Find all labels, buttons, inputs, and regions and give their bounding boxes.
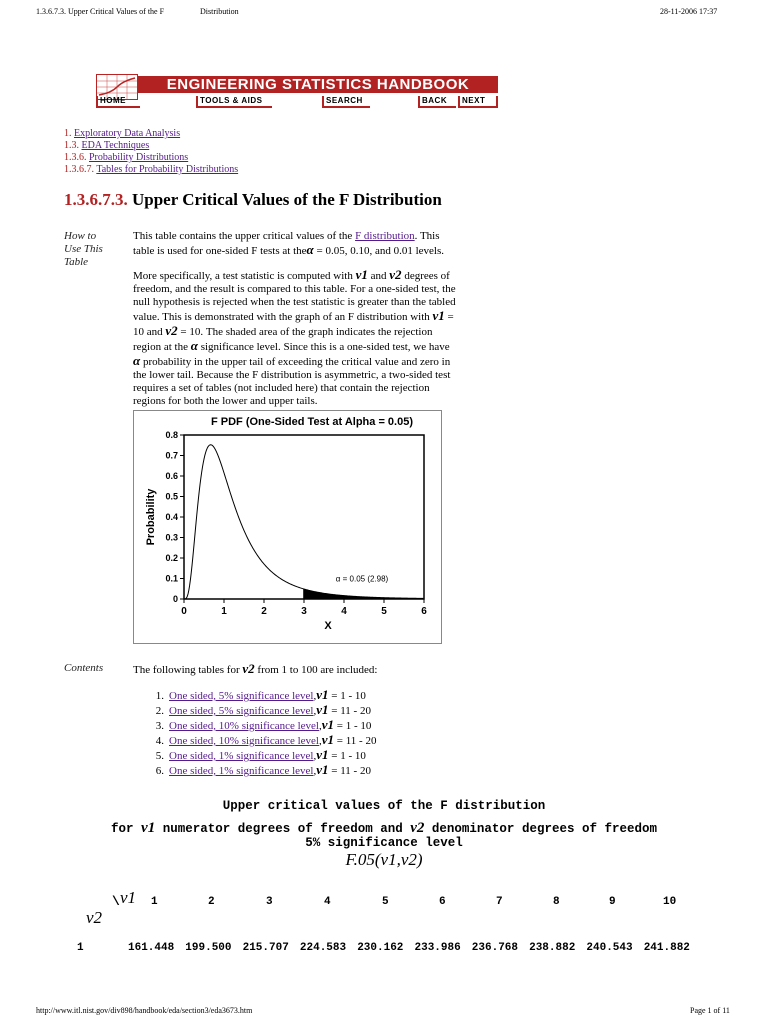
section-title: Upper Critical Values of the F Distribution xyxy=(132,190,442,209)
x-tick-label: 0 xyxy=(181,606,187,617)
column-header: 8 xyxy=(553,896,560,908)
explanation-line xyxy=(133,369,513,382)
column-header: 7 xyxy=(496,896,503,908)
nu2-symbol: ν2 xyxy=(242,661,255,676)
list-number: 5. xyxy=(155,750,164,762)
breadcrumb-link-eda[interactable]: Exploratory Data Analysis xyxy=(74,128,181,139)
list-number: 1. xyxy=(155,690,164,702)
print-footer-page: Page 1 of 11 xyxy=(690,1006,730,1015)
table-link[interactable]: One sided, 10% significance level xyxy=(169,735,319,747)
side-label-line: Table xyxy=(64,256,89,268)
text: denominator degrees of freedom xyxy=(424,822,657,836)
column-header: 4 xyxy=(324,896,331,908)
y-tick-label: 0.3 xyxy=(165,532,178,543)
range-text: = 11 - 20 xyxy=(328,765,371,777)
nu1-symbol: ν1 xyxy=(316,762,329,777)
nu1-symbol: ν1 xyxy=(321,717,335,732)
nu1-symbol: ν1 xyxy=(321,732,335,747)
breadcrumb-link-techniques[interactable]: EDA Techniques xyxy=(81,140,150,151)
y-tick-label: 0.1 xyxy=(165,573,178,584)
intro-line-1 xyxy=(133,230,513,243)
x-tick-label: 1 xyxy=(221,606,227,617)
explanation-line xyxy=(133,309,513,324)
range-text: = 1 - 10 xyxy=(328,750,366,762)
list-item: 2. One sided, 5% significance level,ν1 = 11 - 20 xyxy=(144,703,376,718)
explanation-paragraph xyxy=(133,268,513,408)
breadcrumb-number: 1.3.6.7. xyxy=(64,164,94,175)
text: value. This is demonstrated with the graph of an F distribution with xyxy=(133,311,433,323)
table-cell: 236.768 xyxy=(471,942,519,954)
corner-nu2: ν2 xyxy=(86,908,103,927)
text: . This xyxy=(414,230,440,242)
text: = 10. The shaded area of the graph indicates the rejection xyxy=(177,326,433,338)
explanation-line xyxy=(133,354,513,369)
table-cell: 215.707 xyxy=(242,942,289,954)
table-link[interactable]: One sided, 1% significance level xyxy=(169,765,314,777)
text: null hypothesis is rejected when the test statistic is greater than the tabled xyxy=(133,296,456,308)
column-header: 1 xyxy=(151,896,158,908)
intro-line-2 xyxy=(133,243,513,258)
table-cell: 230.162 xyxy=(357,942,404,954)
explanation-line xyxy=(133,268,513,283)
rejection-region xyxy=(303,589,424,599)
range-text: = 11 - 20 xyxy=(334,735,377,747)
x-tick-label: 6 xyxy=(421,606,427,617)
greek-symbol: α xyxy=(133,353,141,368)
explanation-line xyxy=(133,296,513,309)
contents-label: Contents xyxy=(64,662,104,674)
column-header: 10 xyxy=(663,896,677,908)
corner-nu1: ν1 xyxy=(120,888,137,907)
text: = xyxy=(444,311,454,323)
breadcrumb-number: 1.3. xyxy=(64,140,79,151)
y-tick-label: 0.8 xyxy=(165,430,178,440)
print-header-subtitle: Distribution xyxy=(200,7,239,16)
table-cell: 241.882 xyxy=(643,942,690,954)
y-axis-label: Probability xyxy=(145,488,157,546)
alpha-symbol: α xyxy=(306,242,314,257)
search-button[interactable]: SEARCH xyxy=(322,96,370,108)
next-button[interactable]: NEXT xyxy=(458,96,498,108)
row-label: 1 xyxy=(77,942,84,954)
f-pdf-chart xyxy=(134,411,441,643)
corner-backslash: \ xyxy=(112,894,120,909)
side-label-line: How to xyxy=(64,230,97,242)
text: degrees of xyxy=(401,270,450,282)
text: The following tables for xyxy=(133,664,243,676)
column-header: 9 xyxy=(609,896,616,908)
nu2-symbol: ν2 xyxy=(410,820,425,836)
contents-list xyxy=(144,688,376,778)
y-tick-label: 0.6 xyxy=(165,471,178,481)
list-number: 2. xyxy=(155,705,164,717)
breadcrumb-number: 1. xyxy=(64,128,72,139)
table-link[interactable]: One sided, 10% significance level xyxy=(169,720,319,732)
explanation-line xyxy=(133,382,513,395)
breadcrumb-3 xyxy=(64,152,188,164)
breadcrumb-2 xyxy=(64,140,149,152)
text: the lower tail. Because the F distribution is asymmetric, a two-sided test xyxy=(133,369,451,381)
explanation-line xyxy=(133,339,513,354)
text: = 0.05, 0.10, and 0.01 levels. xyxy=(313,245,444,257)
greek-symbol: ν2 xyxy=(389,267,402,282)
x-tick-label: 3 xyxy=(301,606,307,617)
handbook-title: ENGINEERING STATISTICS HANDBOOK xyxy=(138,76,498,93)
text: More specifically, a test statistic is computed with xyxy=(133,270,356,282)
y-tick-label: 0 xyxy=(172,594,178,604)
table-heading: Upper critical values of the F distribution xyxy=(222,799,546,813)
back-button[interactable]: BACK xyxy=(418,96,456,108)
table-link[interactable]: One sided, 1% significance level xyxy=(169,750,314,762)
breadcrumb-1 xyxy=(64,128,180,140)
table-subheading xyxy=(0,820,768,837)
chart-title: F PDF (One-Sided Test at Alpha = 0.05) xyxy=(210,416,414,428)
print-header-title: 1.3.6.7.3. Upper Critical Values of the F xyxy=(36,7,165,16)
column-header: 6 xyxy=(439,896,446,908)
range-text: = 1 - 10 xyxy=(328,690,366,702)
table-cell: 238.882 xyxy=(529,942,576,954)
page-title xyxy=(64,190,442,210)
breadcrumb-4 xyxy=(64,164,238,176)
text: This table contains the upper critical values of the xyxy=(133,230,353,242)
nu1-symbol: ν1 xyxy=(141,820,156,836)
text: requires a set of tables (not included here) that contain the rejection xyxy=(133,382,430,394)
column-header: 5 xyxy=(382,896,389,908)
f-distribution-link[interactable]: F distribution xyxy=(355,230,415,242)
text: significance level. Since this is a one-sided test, we have xyxy=(197,341,450,353)
table-cell: 199.500 xyxy=(185,942,232,954)
greek-symbol: ν2 xyxy=(165,323,178,338)
explanation-line xyxy=(133,324,513,339)
tools-aids-button[interactable]: TOOLS & AIDS xyxy=(196,96,272,108)
print-footer-url: http://www.itl.nist.gov/div898/handbook/eda/section3/eda3673.htm xyxy=(36,1006,253,1015)
list-number: 4. xyxy=(155,735,164,747)
breadcrumb-link-tables[interactable]: Tables for Probability Distributions xyxy=(96,164,239,175)
section-number: 1.3.6.7.3. xyxy=(64,190,128,209)
intro-paragraph xyxy=(133,230,513,258)
table-cell: 233.986 xyxy=(414,942,461,954)
x-axis-label: X xyxy=(324,620,332,632)
greek-symbol: α xyxy=(190,338,198,353)
range-text: = 11 - 20 xyxy=(328,705,371,717)
significance-level: 5% significance level xyxy=(305,836,463,850)
table-link[interactable]: One sided, 5% significance level xyxy=(169,705,314,717)
list-item: 5. One sided, 1% significance level,ν1 = 1 - 10 xyxy=(144,748,376,763)
f-pdf-plot xyxy=(133,410,442,644)
explanation-line xyxy=(133,395,513,408)
list-number: 6. xyxy=(155,765,164,777)
x-tick-label: 4 xyxy=(341,606,347,617)
nu1-symbol: ν1 xyxy=(316,687,329,702)
table-cell: 240.543 xyxy=(586,942,633,954)
table-cell: 161.448 xyxy=(128,942,175,954)
list-item: 3. One sided, 10% significance level,ν1 = 1 - 10 xyxy=(144,718,376,733)
list-number: 3. xyxy=(155,720,164,732)
column-header: 3 xyxy=(266,896,273,908)
text: table is used for one-sided F tests at the xyxy=(133,245,307,257)
x-tick-label: 5 xyxy=(381,606,387,617)
table-link[interactable]: One sided, 5% significance level xyxy=(169,690,314,702)
text: numerator degrees of freedom and xyxy=(155,822,411,836)
text: regions for both the lower and upper tails. xyxy=(133,395,318,407)
text: from 1 to 100 are included: xyxy=(254,664,378,676)
list-item: 6. One sided, 1% significance level,ν1 = 11 - 20 xyxy=(144,763,376,778)
column-header: 2 xyxy=(208,896,215,908)
x-tick-label: 2 xyxy=(261,606,267,617)
text: and xyxy=(367,270,390,282)
alpha-annotation: α = 0.05 (2.98) xyxy=(335,574,389,584)
table-cell: 224.583 xyxy=(299,942,347,954)
list-item: 4. One sided, 10% significance level,ν1 = 11 - 20 xyxy=(144,733,376,748)
greek-symbol: ν1 xyxy=(432,308,445,323)
text: region at the xyxy=(133,341,191,353)
y-tick-label: 0.7 xyxy=(165,450,178,461)
home-button[interactable]: HOME xyxy=(96,96,140,108)
nu1-symbol: ν1 xyxy=(316,747,329,762)
range-text: = 1 - 10 xyxy=(334,720,372,732)
print-header-datetime: 28-11-2006 17:37 xyxy=(660,7,718,16)
y-tick-label: 0.5 xyxy=(165,491,178,502)
breadcrumb-link-distributions[interactable]: Probability Distributions xyxy=(89,152,189,163)
contents-intro xyxy=(133,662,513,677)
explanation-line xyxy=(133,283,513,296)
f-formula: F.05(ν1,ν2) xyxy=(345,850,423,869)
y-tick-label: 0.4 xyxy=(165,512,178,522)
breadcrumb-number: 1.3.6. xyxy=(64,152,87,163)
text: freedom, and the result is compared to this table. For a one-sided test, the xyxy=(133,283,456,295)
text: for xyxy=(111,822,142,836)
text: probability in the upper tail of exceeding the critical value and zero in xyxy=(140,356,451,368)
list-item: 1. One sided, 5% significance level,ν1 = 1 - 10 xyxy=(144,688,376,703)
side-label-line: Use This xyxy=(64,243,103,255)
text: 10 and xyxy=(133,326,166,338)
handbook-banner xyxy=(96,74,498,108)
greek-symbol: ν1 xyxy=(355,267,368,282)
nu1-symbol: ν1 xyxy=(316,702,329,717)
how-to-label xyxy=(64,230,103,269)
y-tick-label: 0.2 xyxy=(165,553,178,563)
